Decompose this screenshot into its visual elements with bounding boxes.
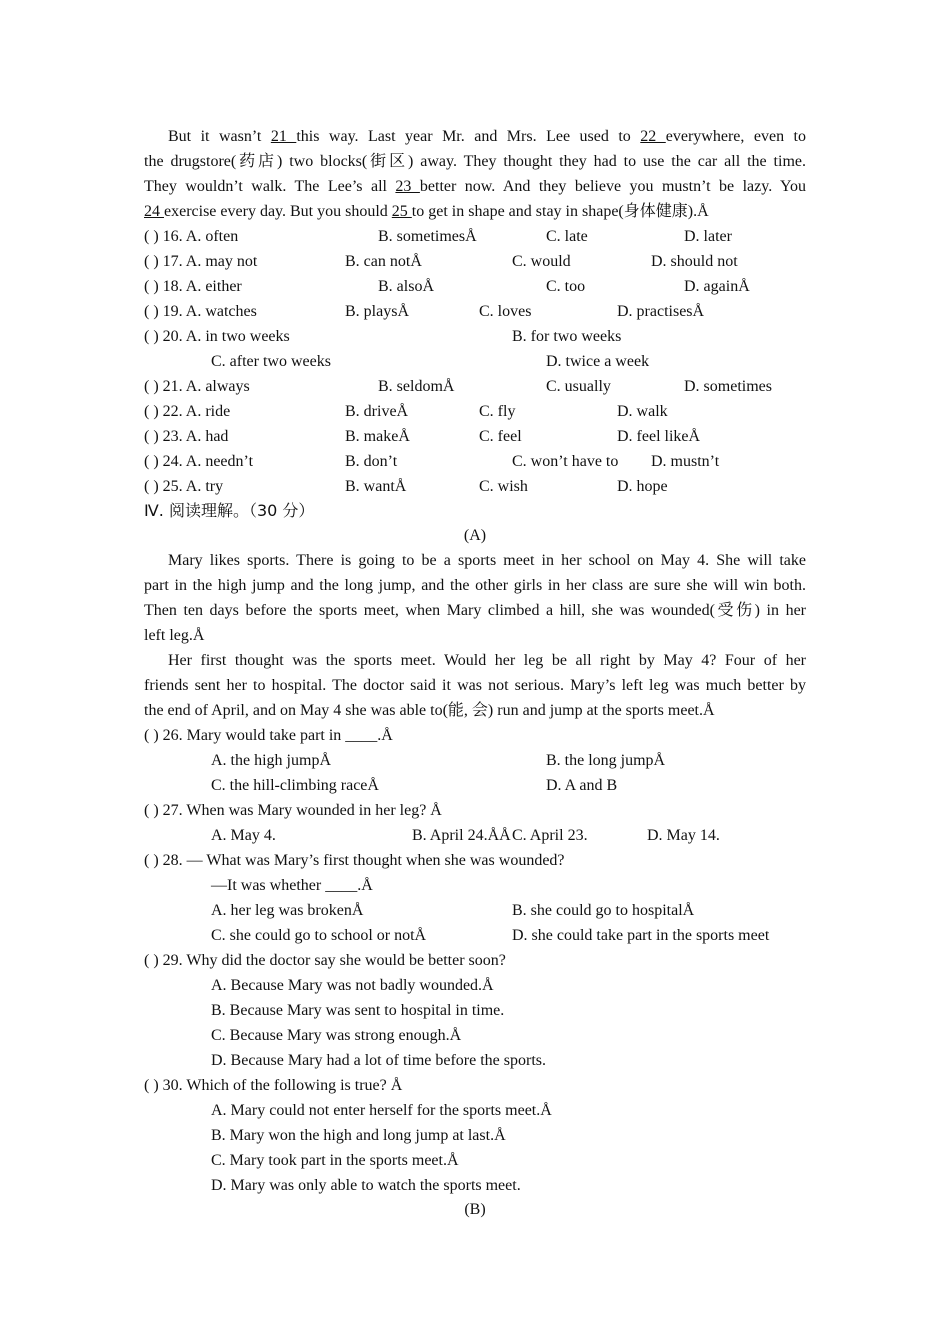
passage-line: part in the high jump and the long jump, and the other girls in her class are sure she will win both.	[144, 577, 806, 594]
part-a-heading: (A)	[463, 527, 487, 544]
blank-21: 21	[270, 128, 297, 145]
question-29: ( ) 29. Why did the doctor say she would be better soon?	[144, 952, 506, 969]
question-27: ( ) 27. When was Mary wounded in her leg? Å	[144, 802, 442, 819]
section-heading: Ⅳ. 阅读理解。（30 分）	[144, 501, 315, 520]
question-21: ( ) 21. A. always B. seldomÅ C. usually D. sometimes	[144, 378, 772, 395]
question-22: ( ) 22. A. ride B. driveÅ C. fly D. walk	[144, 403, 668, 420]
question-20-cont: C. after two weeks D. twice a week	[211, 353, 650, 370]
question-17: ( ) 17. A. may not B. can notÅ C. would D. should not	[144, 253, 738, 270]
passage-line: They wouldn’t walk. The Lee’s all 23 better now. And they believe you mustn’t be lazy. You	[144, 178, 807, 195]
passage-line: left leg.Å	[144, 627, 205, 644]
blank-23: 23	[395, 178, 420, 195]
question-28-stem2: —It was whether ____.Å	[211, 877, 373, 894]
question-30-option-a: A. Mary could not enter herself for the sports meet.Å	[211, 1102, 552, 1119]
question-30: ( ) 30. Which of the following is true? Å	[144, 1077, 403, 1094]
question-26: ( ) 26. Mary would take part in ____.Å	[144, 727, 393, 744]
question-26-options: A. the high jumpÅ B. the long jumpÅ	[211, 752, 666, 769]
question-29-option-b: B. Because Mary was sent to hospital in time.	[211, 1002, 505, 1019]
passage-line: the drugstore(药店) two blocks(街区) away. They thought they had to use the car all the time.	[144, 153, 806, 170]
part-b-heading: (B)	[464, 1201, 486, 1218]
question-30-option-b: B. Mary won the high and long jump at last.Å	[211, 1127, 506, 1144]
passage-line: Mary likes sports. There is going to be a sports meet in her school on May 4. She will take	[168, 552, 806, 569]
blank-24: 24	[144, 203, 164, 220]
blank-22: 22	[640, 128, 666, 145]
question-28-options: C. she could go to school or notÅ D. she could take part in the sports meet	[211, 927, 770, 944]
question-28: ( ) 28. — What was Mary’s first thought when she was wounded?	[144, 852, 565, 869]
question-20: ( ) 20. A. in two weeks B. for two weeks	[144, 328, 622, 345]
question-18: ( ) 18. A. either B. alsoÅ C. too D. againÅ	[144, 278, 750, 295]
question-23: ( ) 23. A. had B. makeÅ C. feel D. feel likeÅ	[144, 428, 701, 445]
question-30-option-c: C. Mary took part in the sports meet.Å	[211, 1152, 459, 1169]
passage-line: the end of April, and on May 4 she was able to(能, 会) run and jump at the sports meet.Å	[144, 702, 715, 719]
blank-25: 25	[391, 203, 412, 220]
question-19: ( ) 19. A. watches B. playsÅ C. loves D. practisesÅ	[144, 303, 705, 320]
question-26-options: C. the hill-climbing raceÅ D. A and B	[211, 777, 618, 794]
question-29-option-d: D. Because Mary had a lot of time before the sports.	[211, 1052, 547, 1069]
passage-line: friends sent her to hospital. The doctor said it was not serious. Mary’s left leg was much better by	[144, 677, 806, 694]
passage-line: Her first thought was the sports meet. Would her leg be all right by May 4? Four of her	[168, 652, 806, 669]
question-24: ( ) 24. A. needn’t B. don’t C. won’t have to D. mustn’t	[144, 453, 720, 470]
passage-line: 24 exercise every day. But you should 25 to get in shape and stay in shape(身体健康).Å	[144, 203, 709, 220]
passage-line: But it wasn’t 21 this way. Last year Mr. and Mrs. Lee used to 22 everywhere, even to	[168, 128, 806, 145]
question-27-options: A. May 4. B. April 24.ÅÅ C. April 23. D. May 14.	[211, 827, 720, 844]
question-16: ( ) 16. A. often B. sometimesÅ C. late D. later	[144, 228, 732, 245]
question-30-option-d: D. Mary was only able to watch the sports meet.	[211, 1177, 521, 1194]
question-28-options: A. her leg was brokenÅ B. she could go to hospitalÅ	[211, 902, 695, 919]
question-29-option-c: C. Because Mary was strong enough.Å	[211, 1027, 462, 1044]
question-29-option-a: A. Because Mary was not badly wounded.Å	[211, 977, 494, 994]
passage-line: Then ten days before the sports meet, when Mary climbed a hill, she was wounded(受伤) in her	[144, 602, 806, 619]
question-25: ( ) 25. A. try B. wantÅ C. wish D. hope	[144, 478, 668, 495]
